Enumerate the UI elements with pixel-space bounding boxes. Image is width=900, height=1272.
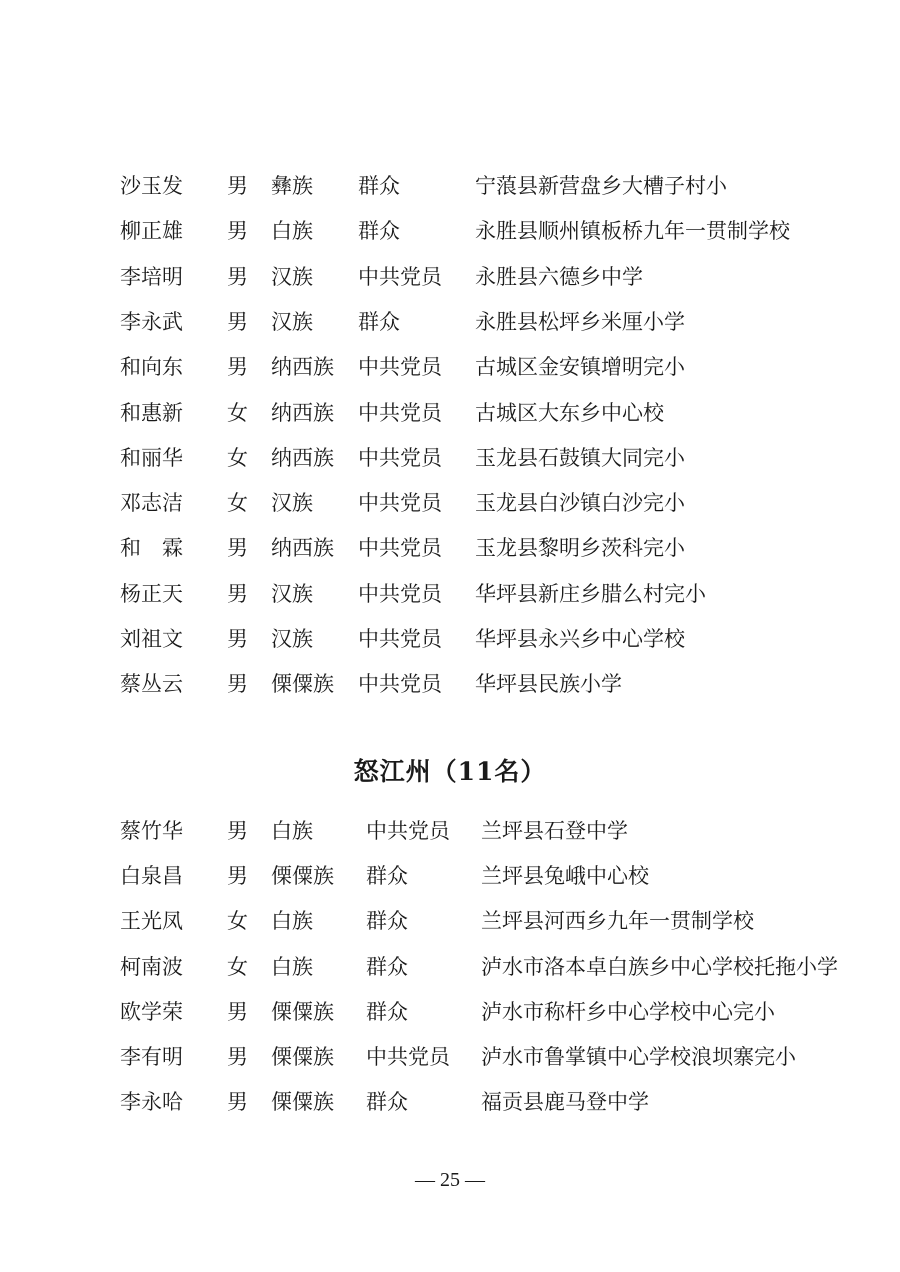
person-political-status: 群众	[366, 1090, 408, 1115]
person-school: 永胜县六德乡中学	[475, 264, 643, 289]
table-row	[0, 352, 900, 382]
table-row	[0, 906, 900, 936]
person-school: 永胜县松坪乡米厘小学	[475, 309, 685, 334]
person-gender: 男	[227, 536, 248, 561]
person-name: 白泉昌	[120, 864, 183, 889]
person-name: 杨正天	[120, 581, 183, 606]
person-ethnicity: 纳西族	[271, 355, 334, 380]
person-political-status: 群众	[358, 174, 400, 198]
person-gender: 男	[227, 864, 248, 889]
person-name: 邓志洁	[120, 491, 183, 516]
person-school: 福贡县鹿马登中学	[481, 1090, 649, 1115]
person-political-status: 中共党员	[358, 491, 442, 516]
table-row	[0, 624, 900, 654]
person-ethnicity: 汉族	[271, 627, 313, 651]
section-heading-nujiang: 怒江州（11名）	[353, 757, 547, 786]
person-school: 古城区大东乡中心校	[475, 400, 664, 425]
person-school: 玉龙县石鼓镇大同完小	[475, 445, 685, 470]
table-row	[0, 952, 900, 982]
person-name: 欧学荣	[120, 999, 183, 1024]
person-political-status: 中共党员	[358, 536, 442, 561]
person-school: 古城区金安镇增明完小	[475, 355, 685, 380]
person-name: 和 霖	[120, 536, 183, 561]
person-ethnicity: 汉族	[271, 309, 313, 334]
person-school: 兰坪县兔峨中心校	[481, 864, 649, 889]
person-school: 宁蒗县新营盘乡大槽子村小	[475, 174, 727, 198]
table-row	[0, 669, 900, 699]
person-gender: 女	[227, 909, 248, 934]
person-school: 华坪县新庄乡腊么村完小	[475, 581, 706, 606]
person-political-status: 群众	[366, 999, 408, 1024]
person-school: 永胜县顺州镇板桥九年一贯制学校	[475, 219, 790, 244]
person-political-status: 群众	[358, 219, 400, 244]
table-row	[0, 443, 900, 473]
table-row	[0, 1087, 900, 1117]
person-ethnicity: 汉族	[271, 581, 313, 606]
person-gender: 男	[227, 219, 248, 244]
person-gender: 男	[227, 627, 248, 651]
person-gender: 女	[227, 954, 248, 979]
table-row	[0, 579, 900, 609]
person-ethnicity: 白族	[271, 219, 313, 244]
person-ethnicity: 白族	[271, 954, 313, 979]
person-gender: 男	[227, 174, 248, 198]
person-political-status: 中共党员	[358, 672, 442, 697]
table-row	[0, 533, 900, 563]
person-political-status: 群众	[358, 309, 400, 334]
table-row	[0, 488, 900, 518]
table-row	[0, 816, 900, 846]
person-name: 蔡丛云	[120, 672, 183, 697]
person-ethnicity: 彝族	[271, 174, 313, 198]
page-number: — 25 —	[415, 1169, 485, 1191]
person-political-status: 中共党员	[358, 400, 442, 425]
person-political-status: 中共党员	[358, 581, 442, 606]
person-political-status: 群众	[366, 864, 408, 889]
person-name: 和向东	[120, 355, 183, 380]
person-gender: 男	[227, 581, 248, 606]
person-ethnicity: 傈僳族	[271, 672, 334, 697]
person-name: 沙玉发	[120, 174, 183, 198]
person-ethnicity: 傈僳族	[271, 864, 334, 889]
person-gender: 男	[227, 355, 248, 380]
person-ethnicity: 白族	[271, 819, 313, 843]
table-row	[0, 861, 900, 891]
person-gender: 男	[227, 819, 248, 843]
person-gender: 男	[227, 999, 248, 1024]
person-gender: 男	[227, 264, 248, 289]
person-name: 李培明	[120, 264, 183, 289]
person-school: 兰坪县石登中学	[481, 819, 628, 843]
person-school: 玉龙县白沙镇白沙完小	[475, 491, 685, 516]
person-ethnicity: 傈僳族	[271, 999, 334, 1024]
person-ethnicity: 汉族	[271, 264, 313, 289]
person-gender: 女	[227, 445, 248, 470]
person-political-status: 中共党员	[358, 627, 442, 651]
person-gender: 女	[227, 491, 248, 516]
person-school: 华坪县民族小学	[475, 672, 622, 697]
person-gender: 男	[227, 309, 248, 334]
person-name: 李有明	[120, 1045, 183, 1069]
person-ethnicity: 傈僳族	[271, 1045, 334, 1069]
person-political-status: 群众	[366, 954, 408, 979]
person-political-status: 中共党员	[366, 1045, 450, 1069]
person-school: 华坪县永兴乡中心学校	[475, 627, 685, 651]
person-name: 王光凤	[120, 909, 183, 934]
person-ethnicity: 纳西族	[271, 536, 334, 561]
person-political-status: 中共党员	[358, 355, 442, 380]
person-name: 李永哈	[120, 1090, 183, 1115]
table-row	[0, 398, 900, 428]
person-political-status: 中共党员	[358, 264, 442, 289]
person-school: 玉龙县黎明乡茨科完小	[475, 536, 685, 561]
table-row	[0, 262, 900, 292]
table-row	[0, 307, 900, 337]
person-name: 柯南波	[120, 954, 183, 979]
person-political-status: 中共党员	[366, 819, 450, 843]
table-row	[0, 997, 900, 1027]
person-gender: 男	[227, 1045, 248, 1069]
person-name: 蔡竹华	[120, 819, 183, 843]
person-name: 李永武	[120, 309, 183, 334]
person-political-status: 中共党员	[358, 445, 442, 470]
person-ethnicity: 傈僳族	[271, 1090, 334, 1115]
person-political-status: 群众	[366, 909, 408, 934]
person-gender: 男	[227, 672, 248, 697]
person-ethnicity: 纳西族	[271, 445, 334, 470]
person-ethnicity: 纳西族	[271, 400, 334, 425]
table-row	[0, 1042, 900, 1072]
person-school: 泸水市洛本卓白族乡中心学校托拖小学	[481, 954, 838, 979]
person-ethnicity: 汉族	[271, 491, 313, 516]
table-row	[0, 216, 900, 246]
person-school: 兰坪县河西乡九年一贯制学校	[481, 909, 754, 934]
person-gender: 男	[227, 1090, 248, 1115]
person-ethnicity: 白族	[271, 909, 313, 934]
person-name: 刘祖文	[120, 627, 183, 651]
person-gender: 女	[227, 400, 248, 425]
table-row	[0, 171, 900, 201]
person-school: 泸水市称杆乡中心学校中心完小	[481, 999, 775, 1024]
person-school: 泸水市鲁掌镇中心学校浪坝寨完小	[481, 1045, 796, 1069]
person-name: 柳正雄	[120, 219, 183, 244]
person-name: 和惠新	[120, 400, 183, 425]
person-name: 和丽华	[120, 445, 183, 470]
